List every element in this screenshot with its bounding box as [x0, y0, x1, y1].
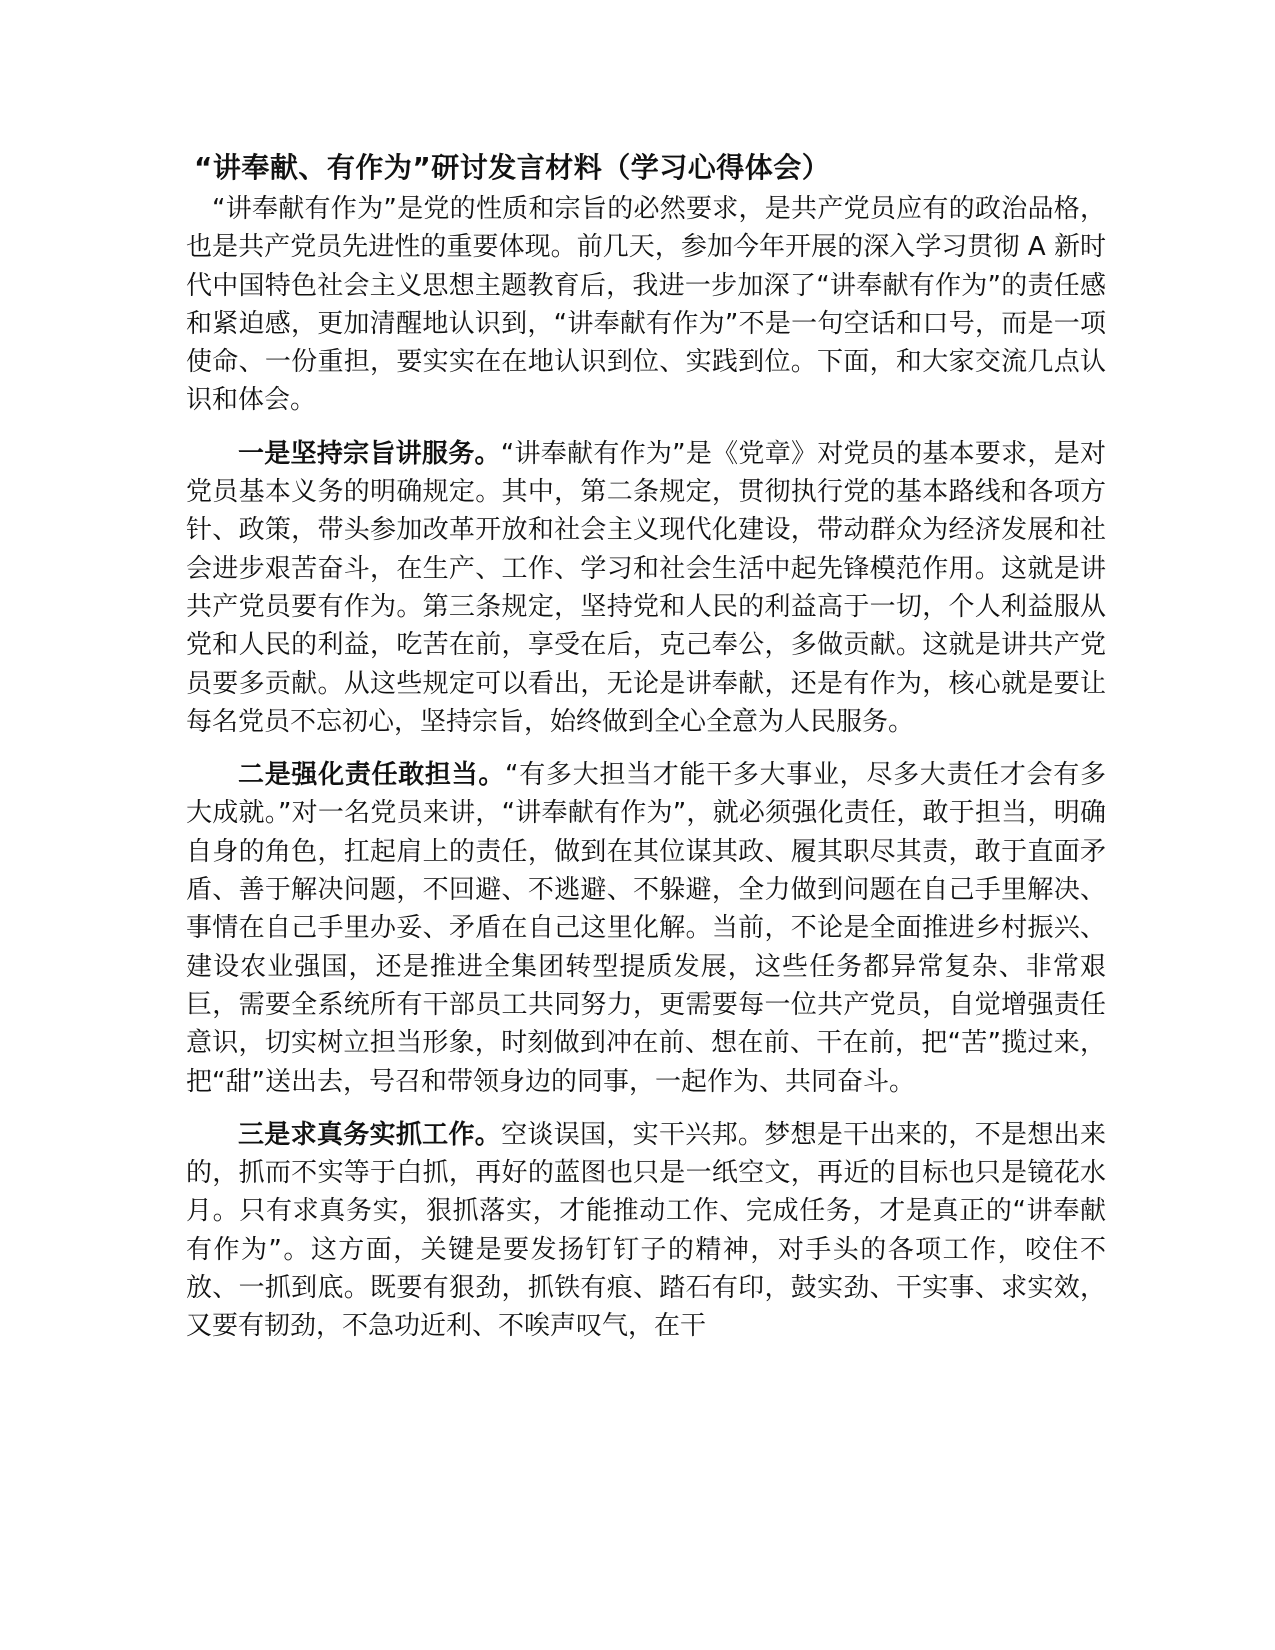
section-paragraph-1	[186, 435, 1106, 741]
document-page	[186, 150, 1106, 1361]
section-body-3: 空谈误国，实干兴邦。梦想是干出来的，不是想出来的，抓而不实等于白抓，再好的蓝图也只是一纸空文，再近的目标也只是镜花水月。只有求真务实，狠抓落实，才能推动工作、完成任务，才是真正的“讲奉献有作为”。这方面，关键是要发扬钉钉子的精神，对手头的各项工作，咬住不放、一抓到底。既要有狠劲，抓铁有痕、踏石有印，鼓实劲、干实事、求实效，又要有韧劲，不急功近利、不唉声叹气，在干	[186, 1119, 1106, 1342]
intro-paragraph: “讲奉献有作为”是党的性质和宗旨的必然要求，是共产党员应有的政治品格，也是共产党员先进性的重要体现。前几天，参加今年开展的深入学习贯彻 A 新时代中国特色社会主义思想主题教育后，我进一步加深了“讲奉献有作为”的责任感和紧迫感，更加清醒地认识到，“讲奉献有作为”不是一句空话和口号，而是一项使命、一份重担，要实实在在地认识到位、实践到位。下面，和大家交流几点认识和体会。	[186, 194, 1106, 416]
section-body-2: “有多大担当才能干多大事业，尽多大责任才会有多大成就。”对一名党员来讲，“讲奉献有作为”，就必须强化责任，敢于担当，明确自身的角色，扛起肩上的责任，做到在其位谋其政、履其职尽其责，敢于直面矛盾、善于解决问题，不回避、不逃避、不躲避，全力做到问题在自己手里解决、事情在自己手里办妥、矛盾在自己这里化解。当前，不论是全面推进乡村振兴、建设农业强国，还是推进全集团转型提质发展，这些任务都异常复杂、非常艰巨，需要全系统所有干部员工共同努力，更需要每一位共产党员，自觉增强责任意识，切实树立担当形象，时刻做到冲在前、想在前、干在前，把“苦”揽过来，把“甜”送出去，号召和带领身边的同事，一起作为、共同奋斗。	[186, 760, 1106, 1097]
section-paragraph-2	[186, 756, 1106, 1101]
section-heading-3: 三是求真务实抓工作。	[238, 1119, 502, 1150]
section-body-1: “讲奉献有作为”是《党章》对党员的基本要求，是对党员基本义务的明确规定。其中，第二条规定，贯彻执行党的基本路线和各项方针、政策，带头参加改革开放和社会主义现代化建设，带动群众为经济发展和社会进步艰苦奋斗，在生产、工作、学习和社会生活中起先锋模范作用。这就是讲共产党员要有作为。第三条规定，坚持党和人民的利益高于一切，个人利益服从党和人民的利益，吃苦在前，享受在后，克己奉公，多做贡献。这就是讲共产党员要多贡献。从这些规定可以看出，无论是讲奉献，还是有作为，核心就是要让每名党员不忘初心，坚持宗旨，始终做到全心全意为人民服务。	[186, 438, 1106, 737]
section-paragraph-3	[186, 1116, 1106, 1346]
document-title: “讲奉献、有作为”研讨发言材料（学习心得体会）	[194, 151, 831, 184]
section-heading-1: 一是坚持宗旨讲服务。	[238, 438, 501, 469]
section-heading-2: 二是强化责任敢担当。	[238, 760, 506, 791]
